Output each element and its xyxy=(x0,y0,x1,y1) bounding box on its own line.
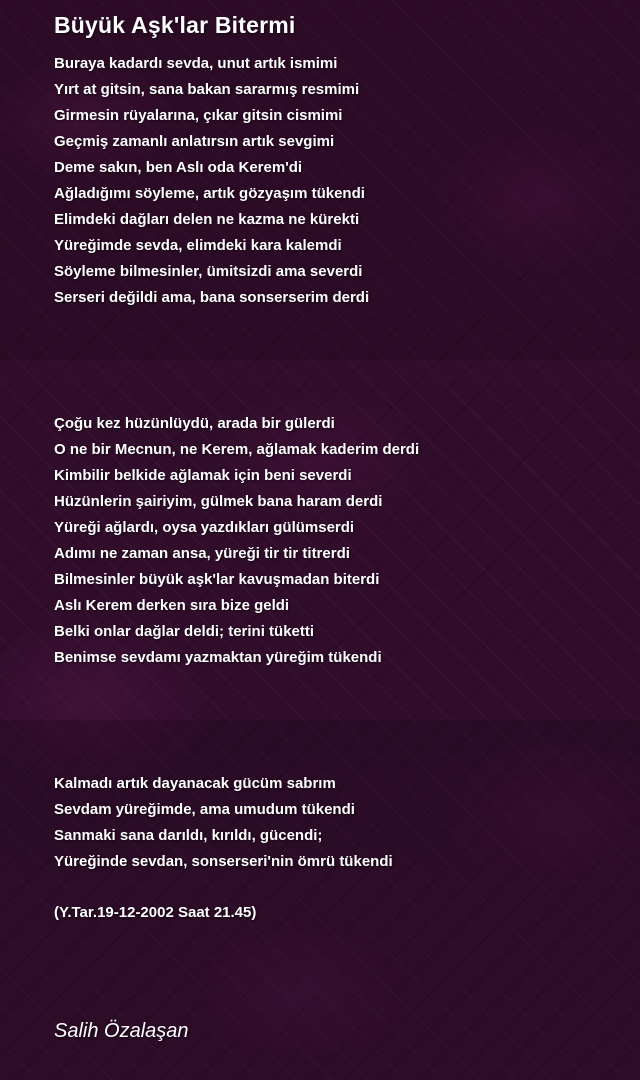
poem-line: Ağladığımı söyleme, artık gözyaşım tükendi xyxy=(54,185,365,202)
poem-line: Adımı ne zaman ansa, yüreği tir tir titrerdi xyxy=(54,545,350,562)
poem-line: Sevdam yüreğimde, ama umudum tükendi xyxy=(54,801,355,818)
poem-line: Elimdeki dağları delen ne kazma ne kürekti xyxy=(54,211,360,228)
poem-line: Kimbilir belkide ağlamak için beni severdi xyxy=(54,467,352,484)
poem-line: Girmesin rüyalarına, çıkar gitsin cismimi xyxy=(54,107,343,124)
poem-title: Büyük Aşk'lar Bitermi xyxy=(54,12,296,38)
poem-line: Yüreğimde sevda, elimdeki kara kalemdi xyxy=(54,237,342,254)
poem-line: Buraya kadardı sevda, unut artık ismimi xyxy=(54,55,338,72)
date-note: (Y.Tar.19-12-2002 Saat 21.45) xyxy=(54,904,257,921)
poem-line: Yırt at gitsin, sana bakan sararmış resmimi xyxy=(54,81,360,98)
poem-line: Aslı Kerem derken sıra bize geldi xyxy=(54,597,290,614)
stanza-3 xyxy=(54,774,393,878)
poem-line: Serseri değildi ama, bana sonserserim derdi xyxy=(54,289,370,306)
poem-line: Deme sakın, ben Aslı oda Kerem'di xyxy=(54,159,303,176)
poem-line: Sanmaki sana darıldı, kırıldı, gücendi; xyxy=(54,827,323,844)
poem-line: Söyleme bilmesinler, ümitsizdi ama severdi xyxy=(54,263,363,280)
stanza-2 xyxy=(54,414,419,674)
poem-line: Belki onlar dağlar deldi; terini tüketti xyxy=(54,623,315,640)
poem-line: Çoğu kez hüzünlüydü, arada bir gülerdi xyxy=(54,415,335,432)
poem-line: Yüreğinde sevdan, sonserseri'nin ömrü tükendi xyxy=(54,853,393,870)
poem-line: Benimse sevdamı yazmaktan yüreğim tükendi xyxy=(54,649,382,666)
poem-line: O ne bir Mecnun, ne Kerem, ağlamak kaderim derdi xyxy=(54,441,420,458)
stanza-1 xyxy=(54,54,369,314)
poem-line: Geçmiş zamanlı anlatırsın artık sevgimi xyxy=(54,133,335,150)
poem-line: Bilmesinler büyük aşk'lar kavuşmadan biterdi xyxy=(54,571,380,588)
author-name: Salih Özalaşan xyxy=(54,1020,189,1042)
poem-line: Hüzünlerin şairiyim, gülmek bana haram derdi xyxy=(54,493,383,510)
poem-line: Kalmadı artık dayanacak gücüm sabrım xyxy=(54,775,336,792)
poem-line: Yüreği ağlardı, oysa yazdıkları gülümserdi xyxy=(54,519,355,536)
